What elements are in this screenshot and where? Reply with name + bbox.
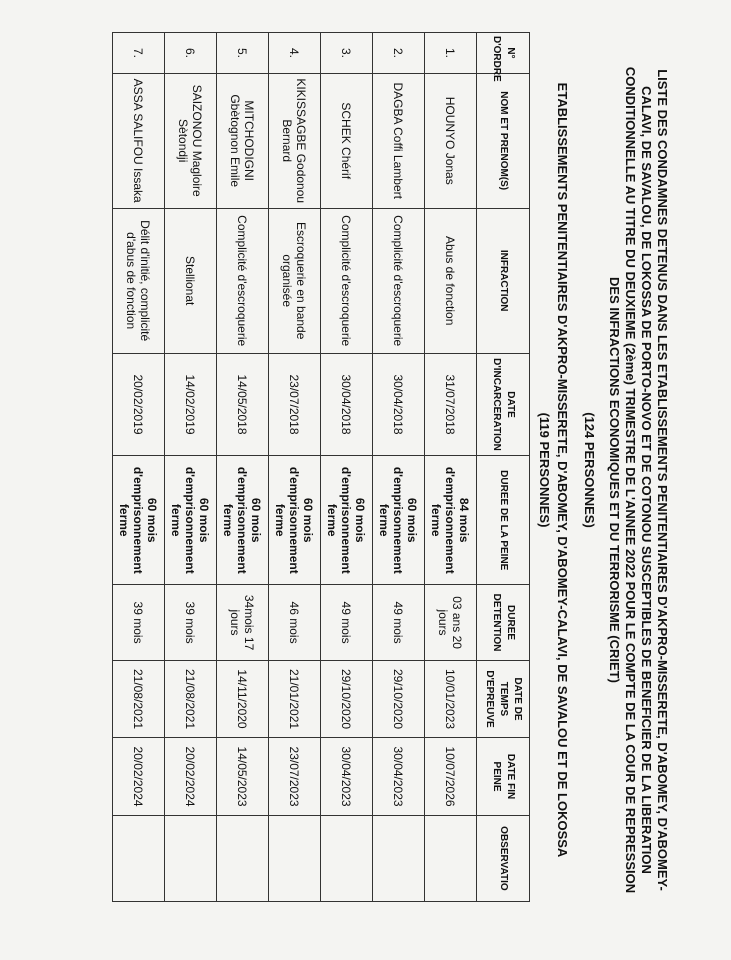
cell-detention: 49 mois — [373, 585, 425, 660]
table-header-row — [477, 33, 530, 902]
sentence-line: ferme — [169, 503, 184, 537]
cell-number: 1. — [425, 33, 477, 74]
cell-sentence — [425, 456, 477, 585]
cell-offense: Stellionat — [165, 208, 217, 353]
cell-probation-date: 21/08/2021 — [165, 660, 217, 738]
cell-number: 5. — [217, 33, 269, 74]
sentence-line: 60 mois — [353, 497, 368, 543]
cell-detention: 34mois 17 jours — [217, 585, 269, 660]
header-detention: DUREE DETENTION — [477, 585, 530, 660]
cell-offense: Escroquerie en bande organisée — [269, 208, 321, 353]
sentence-line: 60 mois — [301, 497, 316, 543]
title-line: DES INFRACTIONS ECONOMIQUES ET DU TERRORISME (CRIET) — [607, 277, 622, 683]
cell-observations — [373, 815, 425, 901]
sentence-line: ferme — [273, 503, 288, 537]
title-line: CALAVI, DE SAVALOU, DE LOKOSSA DE PORTO-NOVO ET DE COTONOU SUSCEPTIBLES DE BENEFICIER DE LA LIBERATION — [639, 86, 654, 874]
header-number: N° D'ORDRE — [477, 33, 530, 74]
cell-offense: Délit d'initié, complicité d'abus de fonction — [113, 208, 165, 353]
table-row — [113, 33, 165, 902]
cell-number: 7. — [113, 33, 165, 74]
cell-detention: 39 mois — [165, 585, 217, 660]
cell-detention: 46 mois — [269, 585, 321, 660]
sentence-line: d'emprisonnement — [183, 466, 198, 574]
cell-number: 3. — [321, 33, 373, 74]
cell-observations — [113, 815, 165, 901]
cell-offense: Complicité d'escroquerie — [217, 208, 269, 353]
sentence-line: ferme — [377, 503, 392, 537]
cell-end-date: 20/02/2024 — [113, 738, 165, 816]
cell-name: SAIZONOU Magloire Sètondji — [165, 73, 217, 208]
cell-incarceration-date: 23/07/2018 — [269, 353, 321, 455]
cell-end-date: 20/02/2024 — [165, 738, 217, 816]
table-body — [113, 33, 477, 902]
sentence-line: d'emprisonnement — [339, 466, 354, 574]
cell-incarceration-date: 14/05/2018 — [217, 353, 269, 455]
cell-name: KIKISSAGBE Godonou Bernard — [269, 73, 321, 208]
rotated-document — [0, 10, 670, 930]
cell-number: 2. — [373, 33, 425, 74]
table-row — [165, 33, 217, 902]
cell-offense: Complicité d'escroquerie — [321, 208, 373, 353]
cell-incarceration-date: 31/07/2018 — [425, 353, 477, 455]
cell-name: SCHEK Chérif — [321, 73, 373, 208]
sentence-line: 60 mois — [249, 497, 264, 543]
sentence-line: ferme — [221, 503, 236, 537]
cell-incarceration-date: 20/02/2019 — [113, 353, 165, 455]
cell-incarceration-date: 30/04/2018 — [321, 353, 373, 455]
sentence-line: d'emprisonnement — [235, 466, 250, 574]
sentence-line: d'emprisonnement — [131, 466, 146, 574]
establishments-count: (119 PERSONNES) — [537, 412, 552, 528]
header-observations: OBSERVATIO — [477, 815, 530, 901]
cell-sentence — [217, 456, 269, 585]
cell-observations — [269, 815, 321, 901]
header-end-date: DATE FIN PEINE — [477, 738, 530, 816]
cell-name: MITCHODIGNI Gbètognon Emile — [217, 73, 269, 208]
title-line: CONDITIONNELLE AU TITRE DU DEUXIEME (2ème) TRIMESTRE DE L'ANNEE 2022 POUR LE COMPTE DE LA COUR DE REPRESSION — [623, 66, 638, 894]
cell-offense: Complicité d'escroquerie — [373, 208, 425, 353]
title-line: LISTE DES CONDAMNES DETENUS DANS LES ETABLISSEMENTS PENITENTIAIRES D'AKPRO-MISSERETE, D'ABOMEY, D'ABOMEY- — [655, 69, 670, 891]
sentence-line: d'emprisonnement — [391, 466, 406, 574]
cell-end-date: 30/04/2023 — [321, 738, 373, 816]
header-offense: INFRACTION — [477, 208, 530, 353]
sentence-line: 60 mois — [197, 497, 212, 543]
cell-sentence — [165, 456, 217, 585]
sentence-line: 60 mois — [145, 497, 160, 543]
cell-detention: 49 mois — [321, 585, 373, 660]
cell-probation-date: 14/11/2020 — [217, 660, 269, 738]
cell-probation-date: 10/01/2023 — [425, 660, 477, 738]
cell-detention: 03 ans 20 jours — [425, 585, 477, 660]
header-incarceration-date: DATE D'INCARCERATION — [477, 353, 530, 455]
sentence-line: d'emprisonnement — [443, 466, 458, 574]
cell-end-date: 14/05/2023 — [217, 738, 269, 816]
cell-end-date: 23/07/2023 — [269, 738, 321, 816]
table-row — [425, 33, 477, 902]
total-count: (124 PERSONNES) — [582, 412, 597, 528]
cell-sentence — [321, 456, 373, 585]
cell-sentence — [269, 456, 321, 585]
sentence-line: 60 mois — [405, 497, 420, 543]
prisoners-table — [112, 32, 530, 902]
sentence-line: 84 mois — [457, 497, 472, 543]
cell-incarceration-date: 30/04/2018 — [373, 353, 425, 455]
cell-detention: 39 mois — [113, 585, 165, 660]
cell-probation-date: 29/10/2020 — [321, 660, 373, 738]
cell-observations — [321, 815, 373, 901]
table-row — [321, 33, 373, 902]
sentence-line: d'emprisonnement — [287, 466, 302, 574]
cell-name: DAGBA Coffi Lambert — [373, 73, 425, 208]
cell-observations — [425, 815, 477, 901]
cell-sentence — [373, 456, 425, 585]
document-title — [606, 50, 670, 910]
cell-sentence — [113, 456, 165, 585]
cell-name: ASSA SALIFOU Issaka — [113, 73, 165, 208]
header-sentence: DUREE DE LA PEINE — [477, 456, 530, 585]
cell-number: 4. — [269, 33, 321, 74]
sentence-line: ferme — [429, 503, 444, 537]
cell-incarceration-date: 14/02/2019 — [165, 353, 217, 455]
cell-probation-date: 21/01/2021 — [269, 660, 321, 738]
establishments-heading: ETABLISSEMENTS PENITENTIAIRES D'AKPRO-MISSERETE, D'ABOMEY, D'ABOMEY-CALAVI, DE SAVALOU ET DE LOKOSSA — [555, 82, 570, 858]
cell-name: HOUNYO Jonas — [425, 73, 477, 208]
cell-probation-date: 29/10/2020 — [373, 660, 425, 738]
table-row — [373, 33, 425, 902]
cell-number: 6. — [165, 33, 217, 74]
cell-end-date: 30/04/2023 — [373, 738, 425, 816]
cell-observations — [217, 815, 269, 901]
cell-end-date: 10/07/2026 — [425, 738, 477, 816]
table-row — [217, 33, 269, 902]
cell-probation-date: 21/08/2021 — [113, 660, 165, 738]
header-name: NOM ET PRENOM(S) — [477, 73, 530, 208]
cell-offense: Abus de fonction — [425, 208, 477, 353]
table-row — [269, 33, 321, 902]
sentence-line: ferme — [117, 503, 132, 537]
cell-observations — [165, 815, 217, 901]
sentence-line: ferme — [325, 503, 340, 537]
header-probation-date: DATE DE TEMPS D'EPREUVE — [477, 660, 530, 738]
